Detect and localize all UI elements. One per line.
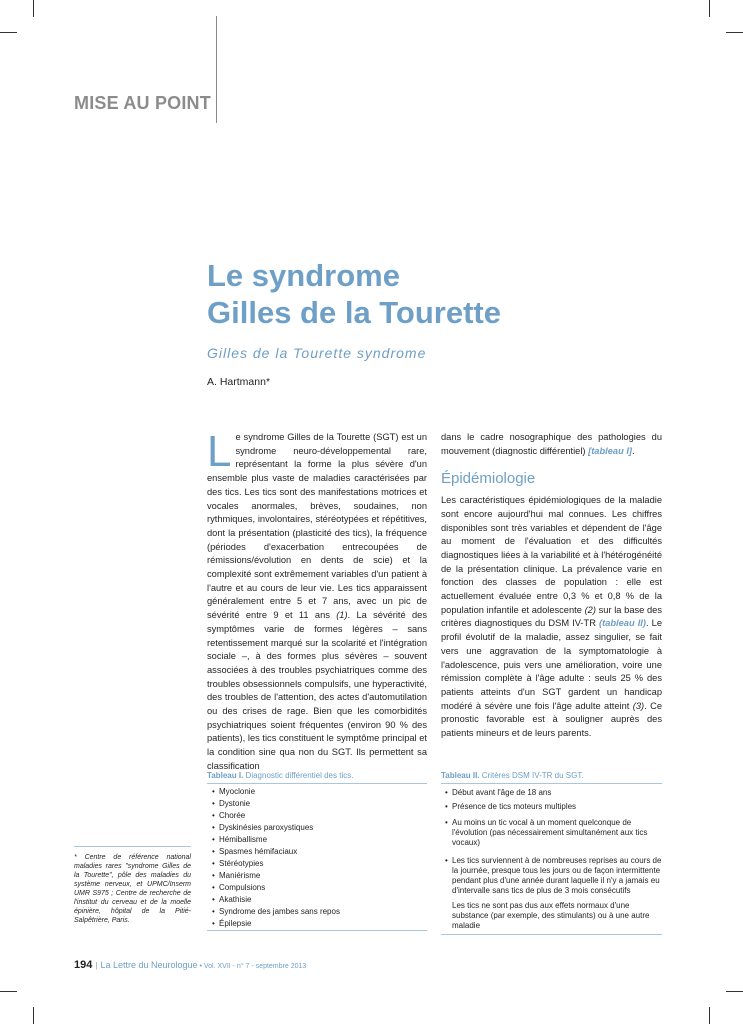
crop-mark (33, 0, 34, 17)
continued-text: dans le cadre nosographique des pathologies du mouvement (diagnostic différentiel) (441, 432, 662, 456)
continued-paragraph (441, 431, 662, 458)
body-column-right (441, 431, 662, 741)
continued-text-end: . (632, 445, 635, 456)
table-list (441, 788, 662, 896)
list-item: • Les tics surviennent à de nombreuses reprises au cours de la journée, presque tous les jours ou de façon intermittente pendant plus d'une année durant laquelle il n'y a jamais eu d'intervalle sans tics de plus de 3 mois consécutifs (445, 856, 662, 896)
list-item: • Myoclonie (212, 786, 427, 798)
author: A. Hartmann* (207, 376, 271, 388)
list-item: • Akathisie (212, 894, 427, 906)
article-title-line1: Le syndrome (207, 258, 400, 293)
list-item: • Épilepsie (212, 918, 427, 930)
crop-mark (0, 991, 17, 992)
article-subtitle: Gilles de la Tourette syndrome (207, 345, 427, 361)
list-item: • Maniérisme (212, 870, 427, 882)
list-item: • Dyskinésies paroxystiques (212, 822, 427, 834)
section-heading: Épidémiologie (441, 470, 536, 488)
drop-cap: L (207, 427, 232, 476)
table-caption (207, 771, 427, 784)
table-ref: (tableau II) (599, 618, 646, 629)
crop-mark (33, 1007, 34, 1024)
epi-text-a: Les caractéristiques épidémiologiques de la maladie sont encore aujourd'hui mal connues. Les chiffres disponibles sont très variables et dépendent de l'âge au moment de l'évaluation et des difficultés diagnostiques liées à la variabilité et à l'hétérogénéité de la présentation clinique. La prévalence varie en fonction des classes de population : elle est actuellement évaluée entre 0,3 % et 0,8 % de la population infantile et adolescente (441, 495, 662, 615)
intro-paragraph (207, 427, 427, 774)
citation-ref: (2) (584, 604, 596, 615)
table-caption-text: Critères DSM IV-TR du SGT. (481, 771, 584, 780)
table-caption (441, 771, 662, 784)
list-item: • Début avant l'âge de 18 ans (445, 788, 662, 798)
footer-separator: | (95, 961, 98, 970)
epi-text-d: . Ce pronostic favorable est à souligner auprès des patients mineurs et de leurs parents. (441, 700, 662, 739)
epi-text-b: sur la base des critères diagnostiques du DSM IV-TR (441, 604, 662, 629)
table-note: Les tics ne sont pas dus aux effets normaux d'une substance (par exemple, des stimulants) ou à une autre maladie (452, 901, 650, 930)
list-item: • Stéréotypies (212, 858, 427, 870)
list-item: • Compulsions (212, 882, 427, 894)
epidemiology-paragraph (441, 494, 662, 741)
table-bottom-rule (441, 934, 662, 935)
crop-mark (726, 32, 743, 33)
citation-ref: (3) (632, 700, 645, 711)
table-bottom-rule (207, 930, 427, 931)
table-label: Tableau II. (441, 771, 480, 780)
intro-text-b: . La sévérité des symptômes varie de formes légères – sans retentissement marqué sur la scolarité et l'intégration sociale –, à des formes plus sévères – souvent associées à des troubles psychiatriques comme des troubles obsessionnels compulsifs, une hyperactivité, des troubles de l'attention, des actes d'automutilation ou des crises de rage. Bien que les comorbidités psychiatriques soient fréquentes (environ 90 % des patients), les tics constituent le symptôme principal et la condition sine qua non du SGT. Ils permettent sa classification (207, 610, 427, 771)
epi-text-c: . Le profil évolutif de la maladie, assez singulier, se fait vers une aggravation de la symptomatologie à l'adolescence, puis vers une amélioration, voire une rémission complète à l'âge adulte : seuls 25 % des patients atteints d'un SGT gardent un handicap modéré à sévère une fois l'âge adulte atteint (441, 618, 662, 711)
list-item: • Spasmes hémifaciaux (212, 846, 427, 858)
article-title-line2: Gilles de la Tourette (207, 295, 502, 330)
crop-mark (709, 1007, 710, 1024)
header-divider (216, 16, 217, 123)
table-list (207, 786, 427, 930)
list-item: • Au moins un tic vocal à un moment quelconque de l'évolution (pas nécessairement simultanément aux tics vocaux) (445, 818, 662, 848)
table-label: Tableau I. (207, 771, 244, 780)
crop-mark (0, 32, 17, 33)
article-title (207, 257, 687, 331)
table-differential-diagnosis (207, 771, 427, 931)
author-affiliation-footnote: * Centre de référence national maladies rares "syndrome Gilles de la Tourette", pôle des maladies du système nerveux, et UPMC/Inserm UMR S975 ; Centre de recherche de l'institut du cerveau et de la moelle épinière, hôpital de la Pitié-Salpêtrière, Paris. (74, 846, 191, 925)
table-dsm-criteria (441, 771, 662, 935)
list-item: • Présence de tics moteurs multiples (445, 802, 662, 812)
section-rubric: MISE AU POINT (74, 93, 211, 113)
list-item: • Hémiballisme (212, 834, 427, 846)
table-caption-text: Diagnostic différentiel des tics. (245, 771, 354, 780)
list-item: • Syndrome des jambes sans repos (212, 906, 427, 918)
body-column-left (207, 427, 427, 774)
citation-ref: (1) (336, 610, 348, 621)
list-item: • Dystonie (212, 798, 427, 810)
page-footer (74, 959, 306, 971)
intro-text-a: e syndrome Gilles de la Tourette (SGT) est un syndrome neuro-développemental rare, représentant la forme la plus sévère d'un ensemble plus vaste de maladies caractérisées par des tics. Les tics sont des manifestations motrices et vocales anormales, brèves, soudaines, non rythmiques, involontaires, stéréotypées et répétitives, dont la présentation (plasticité des tics), la fréquence (périodes d'exacerbation entrecoupées de rémissions/évolution en dents de scie) et la complexité sont extrêmement variables d'un patient à l'autre et au cours de leur vie. Les tics apparaissent généralement entre 5 et 7 ans, avec un pic de sévérité entre 9 et 11 ans (207, 432, 427, 621)
journal-name: La Lettre du Neurologue (100, 960, 198, 970)
crop-mark (726, 991, 743, 992)
table-ref: [tableau I] (588, 445, 633, 456)
list-item: • Chorée (212, 810, 427, 822)
issue-info: • Vol. XVII - n° 7 - septembre 2013 (197, 963, 307, 970)
crop-mark (709, 0, 710, 17)
page-number: 194 (74, 959, 93, 971)
